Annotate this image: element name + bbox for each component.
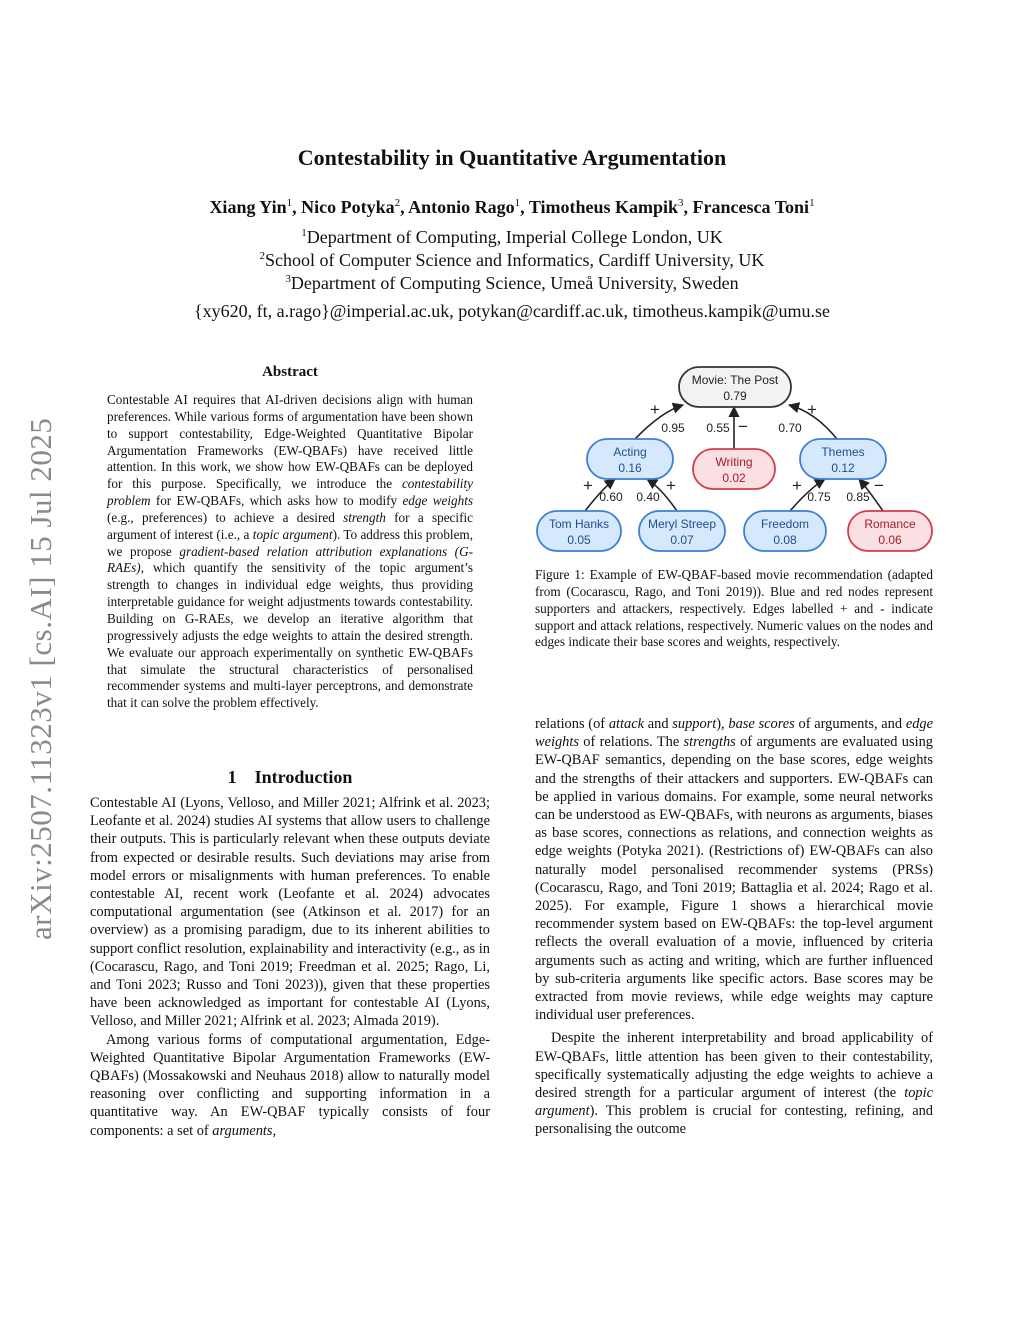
edge-sign-label: + (807, 400, 817, 419)
edge-sign-label: + (650, 400, 660, 419)
affiliation-number: 2 (259, 250, 266, 262)
abstract-body (107, 392, 473, 712)
author: Timotheus Kampik (528, 197, 679, 217)
right-column-body (535, 715, 933, 1139)
abstract-emphasis: contestability problem (107, 476, 473, 509)
edge-weight-label: 0.70 (778, 421, 802, 435)
abstract-emphasis: edge weights (402, 493, 473, 509)
paragraph-text: of relations. The (578, 734, 684, 751)
paragraph-text: of arguments are evaluated using EW-QBAF semantics, depending on the base scores, edge weights and the strengths of their attackers and supporters. EW-QBAFs can be applied in various domains. For example, some neural networks can be understood as EW-QBAFs, with neurons as arguments, biases as base scores, connections as relations, and connection weights as edge weights (Potyka 2021). (Restrictions of) EW-QBAFs can also naturally model personalised recommender systems (PRSs) (Cocarascu, Rago, and Toni 2019; Battaglia et al. 2024; Rago et al. 2025). For example, Figure 1 shows a hierarchical movie recommender system based on EW-QBAFs: the top-level argument reflects the overall evaluation of a movie, influenced by criteria arguments such as acting and writing, which are further influenced by sub-criteria arguments like specific actors. Base scores may be extracted from movie reviews, while edge weights may capture individual user preferences. (535, 734, 933, 1024)
abstract-text: for EW-QBAFs, which asks how to modify (150, 493, 403, 509)
node-layer (537, 367, 932, 551)
paragraph-text: of arguments, and (794, 716, 906, 732)
node-acting (587, 439, 673, 479)
affiliation-number: 1 (301, 227, 307, 239)
paragraph-emphasis: arguments (212, 1122, 273, 1139)
node-streep (639, 511, 725, 551)
introduction-body (90, 794, 490, 1140)
author-affiliation-mark: 1 (514, 197, 521, 209)
abstract-emphasis: strength (343, 509, 386, 525)
paragraph-emphasis: edge weights (535, 716, 933, 751)
node-base-score: 0.16 (618, 461, 642, 475)
author: Xiang Yin (209, 197, 287, 217)
abstract-emphasis: gradient-based relation attribution explanations (G-RAEs) (107, 543, 473, 576)
figure-1-diagram (525, 360, 945, 565)
edge-sign-label: + (583, 476, 593, 495)
affiliation (0, 250, 1024, 271)
arxiv-identifier: arXiv:2507.11323v1 [cs.AI] 15 Jul 2025 (23, 417, 58, 940)
edge-sign-label: − (738, 417, 748, 436)
edge-weight-label: 0.55 (706, 421, 730, 435)
abstract-text: (e.g., preferences) to achieve a desired (107, 509, 344, 525)
edge-weight-label: 0.60 (599, 490, 623, 504)
node-label: Romance (864, 517, 916, 531)
paragraph-emphasis: topic argument (535, 1085, 933, 1120)
abstract-emphasis: topic argument (252, 526, 333, 542)
affiliation (0, 227, 1024, 248)
paragraph (90, 1031, 490, 1140)
node-base-score: 0.12 (831, 461, 855, 475)
affiliation-number: 3 (285, 273, 291, 285)
node-base-score: 0.02 (722, 471, 746, 485)
paragraph (535, 715, 933, 1024)
paragraph-text: ). This problem is crucial for contesting, refining, and personalising the outcome (535, 1103, 933, 1138)
affiliation-text: School of Computer Science and Informatics, Cardiff University, UK (265, 250, 765, 270)
edge-sign-label: + (792, 476, 802, 495)
author-emails: {xy620, ft, a.rago}@imperial.ac.uk, potykan@cardiff.ac.uk, timotheus.kampik@umu.se (193, 301, 831, 321)
paragraph-emphasis: strengths (683, 734, 736, 751)
edge-weight-label: 0.95 (661, 421, 685, 435)
author-affiliation-mark: 2 (394, 197, 401, 209)
paragraph-emphasis: base scores (728, 716, 795, 732)
author-affiliation-mark: 3 (678, 197, 684, 209)
node-romance (848, 511, 932, 551)
abstract-text: Contestable AI requires that AI-driven decisions align with human preferences. While various forms of argumentation have been shown to support contestability, Edge-Weighted Quantitative Bipolar Argumentation Frameworks (EW-QBAFs) have received little attention. In this work, we show how EW-QBAFs can be deployed for this purpose. Specifically, we introduce the (107, 392, 473, 492)
paragraph-text: and (644, 716, 673, 732)
node-root (679, 367, 791, 407)
edge-weight-label: 0.85 (846, 490, 870, 504)
paragraph-emphasis: attack (608, 716, 644, 732)
author-affiliation-mark: 1 (809, 197, 815, 209)
paragraph: Contestable AI (Lyons, Velloso, and Miller 2021; Alfrink et al. 2023; Leofante et al. 2024) studies AI systems that allow users to challenge their outputs. This is particularly relevant when these outputs deviate from expected or desirable results. Such deviations may arise from model errors or misalignments with human preferences. To enable contestable AI, recent work (Leofante et al. 2024) advocates computational argumentation (see (Atkinson et al. 2017) for an overview) as a promising paradigm, due to its inherent abilities to support conflict resolution, explainability and interactivity (e.g., as in (Cocarascu, Rago, and Toni 2019; Freedman et al. 2025; Rago, Li, and Toni 2023; Russo and Toni 2023)), given that these properties have been acknowledged as important for contestable AI (Lyons, Velloso, and Miller 2021; Alfrink et al. 2023; Almada 2019). (90, 795, 490, 1030)
paragraph-text: Despite the inherent interpretability and broad applicability of EW-QBAFs, little attention has been given to their contestability, specifically systematically adjusting the edge weights to achieve a desired strength for a particular argument of interest (the (535, 1030, 933, 1102)
edge-sign-label: − (874, 476, 884, 495)
author-affiliation-mark: 1 (286, 197, 293, 209)
edge-weight-label: 0.75 (807, 490, 831, 504)
author: Francesca Toni (692, 197, 810, 217)
node-label: Acting (613, 445, 647, 459)
edge-weight-label: 0.40 (636, 490, 660, 504)
node-base-score: 0.05 (567, 533, 591, 547)
node-base-score: 0.06 (878, 533, 902, 547)
paragraph-text: ), (716, 716, 729, 732)
node-base-score: 0.08 (773, 533, 797, 547)
node-label: Writing (715, 455, 753, 469)
node-base-score: 0.07 (670, 533, 694, 547)
node-label: Tom Hanks (548, 517, 610, 531)
affiliation-text: Department of Computing, Imperial College London, UK (306, 227, 723, 247)
paragraph (535, 1029, 933, 1138)
node-themes (800, 439, 886, 479)
abstract-text: for a specific argument of interest (i.e., a (107, 509, 473, 542)
abstract-text: ). To address this problem, we propose (107, 526, 473, 559)
node-hanks (537, 511, 621, 551)
node-writing (693, 449, 775, 489)
paragraph-emphasis: support (672, 716, 717, 732)
node-label: Themes (821, 445, 865, 459)
author: Antonio Rago (408, 197, 515, 217)
figure-1-caption: Figure 1: Example of EW-QBAF-based movie recommendation (adapted from (Cocarascu, Rago, and Toni 2019)). Blue and red nodes represent supporters and attackers, respectively. Edges labelled + and - indicate support and attack relations, respectively. Numeric values on the nodes and edges indicate their base scores and weights, respectively. (535, 567, 933, 650)
node-label: Meryl Streep (647, 517, 717, 531)
paragraph-text: Among various forms of computational argumentation, Edge-Weighted Quantitative Bipolar Argumentation Frameworks (EW-QBAFs) (Mossakowski and Neuhaus 2018) allow to naturally model reasoning over conflicting and supporting information in a quantitative way. An EW-QBAF typically consists of four components: a set of (90, 1031, 490, 1139)
paragraph-text: relations (of (535, 716, 609, 732)
edge-sign-label: + (666, 476, 676, 495)
affiliation-text: Department of Computing Science, Umeå University, Sweden (290, 273, 739, 293)
node-freedom (744, 511, 826, 551)
node-label: Movie: The Post (691, 373, 779, 387)
author-list: Xiang Yin$^1$, Nico Potyka$^2$, Antonio Rago$^1$, Timotheus Kampik$^3$, Francesca Toni$^1$ (209, 197, 815, 217)
paragraph-text: , (272, 1122, 277, 1139)
author: Nico Potyka (301, 197, 395, 217)
abstract-text: , which quantify the sensitivity of the topic argument’s strength to changes in individual edge weights, thus providing interpretable guidance for weight adjustments towards contestability. Building on G-RAEs, we develop an iterative algorithm that progressively adjusts the edge weights to attain the desired strength. We evaluate our approach experimentally on synthetic EW-QBAFs that simulate the structural characteristics of personalised recommender systems and multi-layer perceptrons, and demonstrate that it can solve the problem effectively. (107, 560, 473, 711)
affiliation (0, 273, 1024, 294)
node-label: Freedom (760, 517, 810, 531)
paper-title: Contestability in Quantitative Argumentation (297, 145, 727, 170)
section-heading-introduction: 1 Introduction (227, 767, 353, 787)
abstract-heading: Abstract (262, 364, 318, 380)
node-base-score: 0.79 (723, 389, 747, 403)
